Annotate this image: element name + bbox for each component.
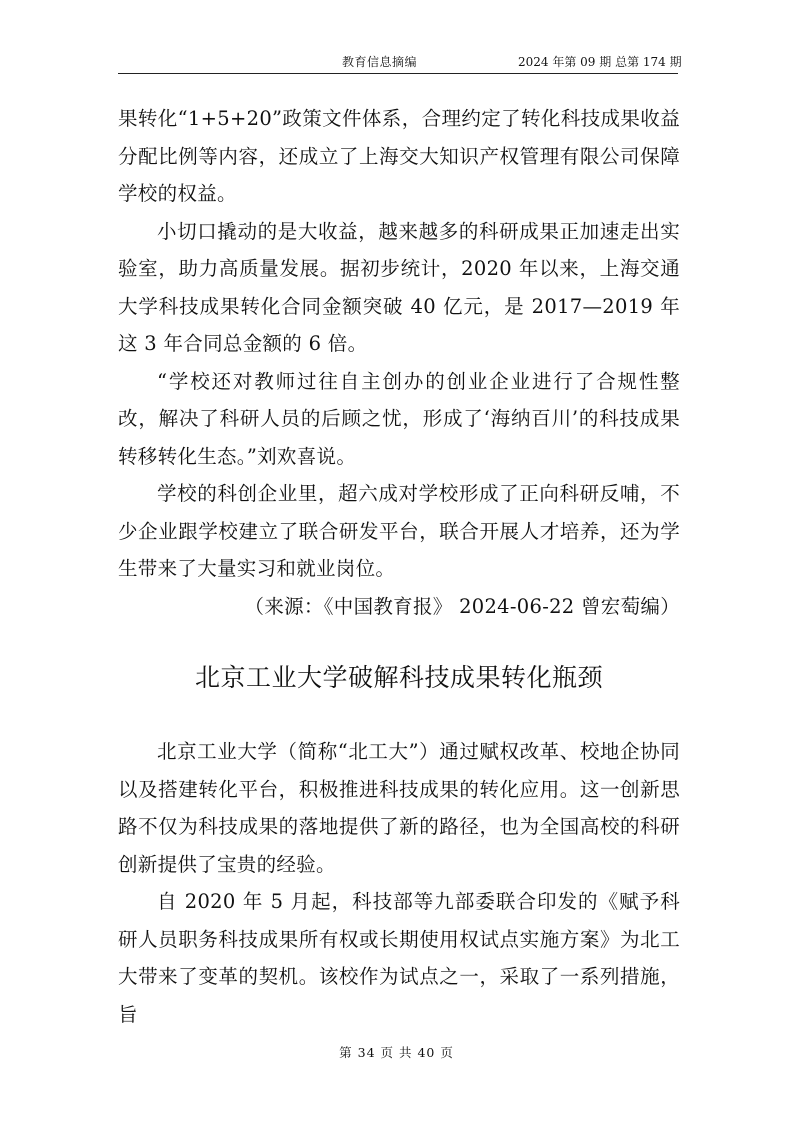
page-number: 第 34 页 共 40 页 [339, 1045, 454, 1060]
journal-name: 教育信息摘编 [342, 55, 418, 69]
article1-source: （来源：《中国教育报》 2024-06-22 曾宏萄编） [244, 594, 680, 618]
article1-paragraph-4: 学校的科创企业里，超六成对学校形成了正向科研反哺，不少企业跟学校建立了联合研发平台，联合开展人才培养，还为学生带来了大量实习和就业岗位。 [118, 482, 680, 580]
issue-number: 2024 年第 09 期 总第 174 期 [518, 55, 682, 69]
page-header [0, 53, 793, 77]
article1-paragraph-2: 小切口撬动的是大收益，越来越多的科研成果正加速走出实验室，助力高质量发展。据初步统计，2020 年以来，上海交通大学科技成果转化合同金额突破 40 亿元，是 2017—2019 年这 3 年合同总金额的 6 倍。 [118, 219, 680, 355]
article2-paragraph-1: 北京工业大学（简称“北工大”）通过赋权改革、校地企协同以及搭建转化平台，积极推进科技成果的转化应用。这一创新思路不仅为科技成果的落地提供了新的路径，也为全国高校的科研创新提供了宝贵的经验。 [118, 740, 680, 876]
article1-paragraph-3: “学校还对教师过往自主创办的创业企业进行了合规性整改，解决了科研人员的后顾之忧，形成了‘海纳百川’的科技成果转移转化生态。”刘欢喜说。 [118, 369, 680, 468]
page-content [118, 100, 680, 1033]
article2-title: 北京工业大学破解科技成果转化瓶颈 [194, 663, 603, 692]
header-divider [118, 73, 678, 74]
article1-paragraph-1: 果转化“1+5+20”政策文件体系，合理约定了转化科技成果收益分配比例等内容，还成立了上海交大知识产权管理有限公司保障学校的权益。 [118, 107, 680, 205]
article2-paragraph-2: 自 2020 年 5 月起，科技部等九部委联合印发的《赋予科研人员职务科技成果所有权或长期使用权试点实施方案》为北工大带来了变革的契机。该校作为试点之一，采取了一系列措施，旨 [118, 890, 680, 1026]
